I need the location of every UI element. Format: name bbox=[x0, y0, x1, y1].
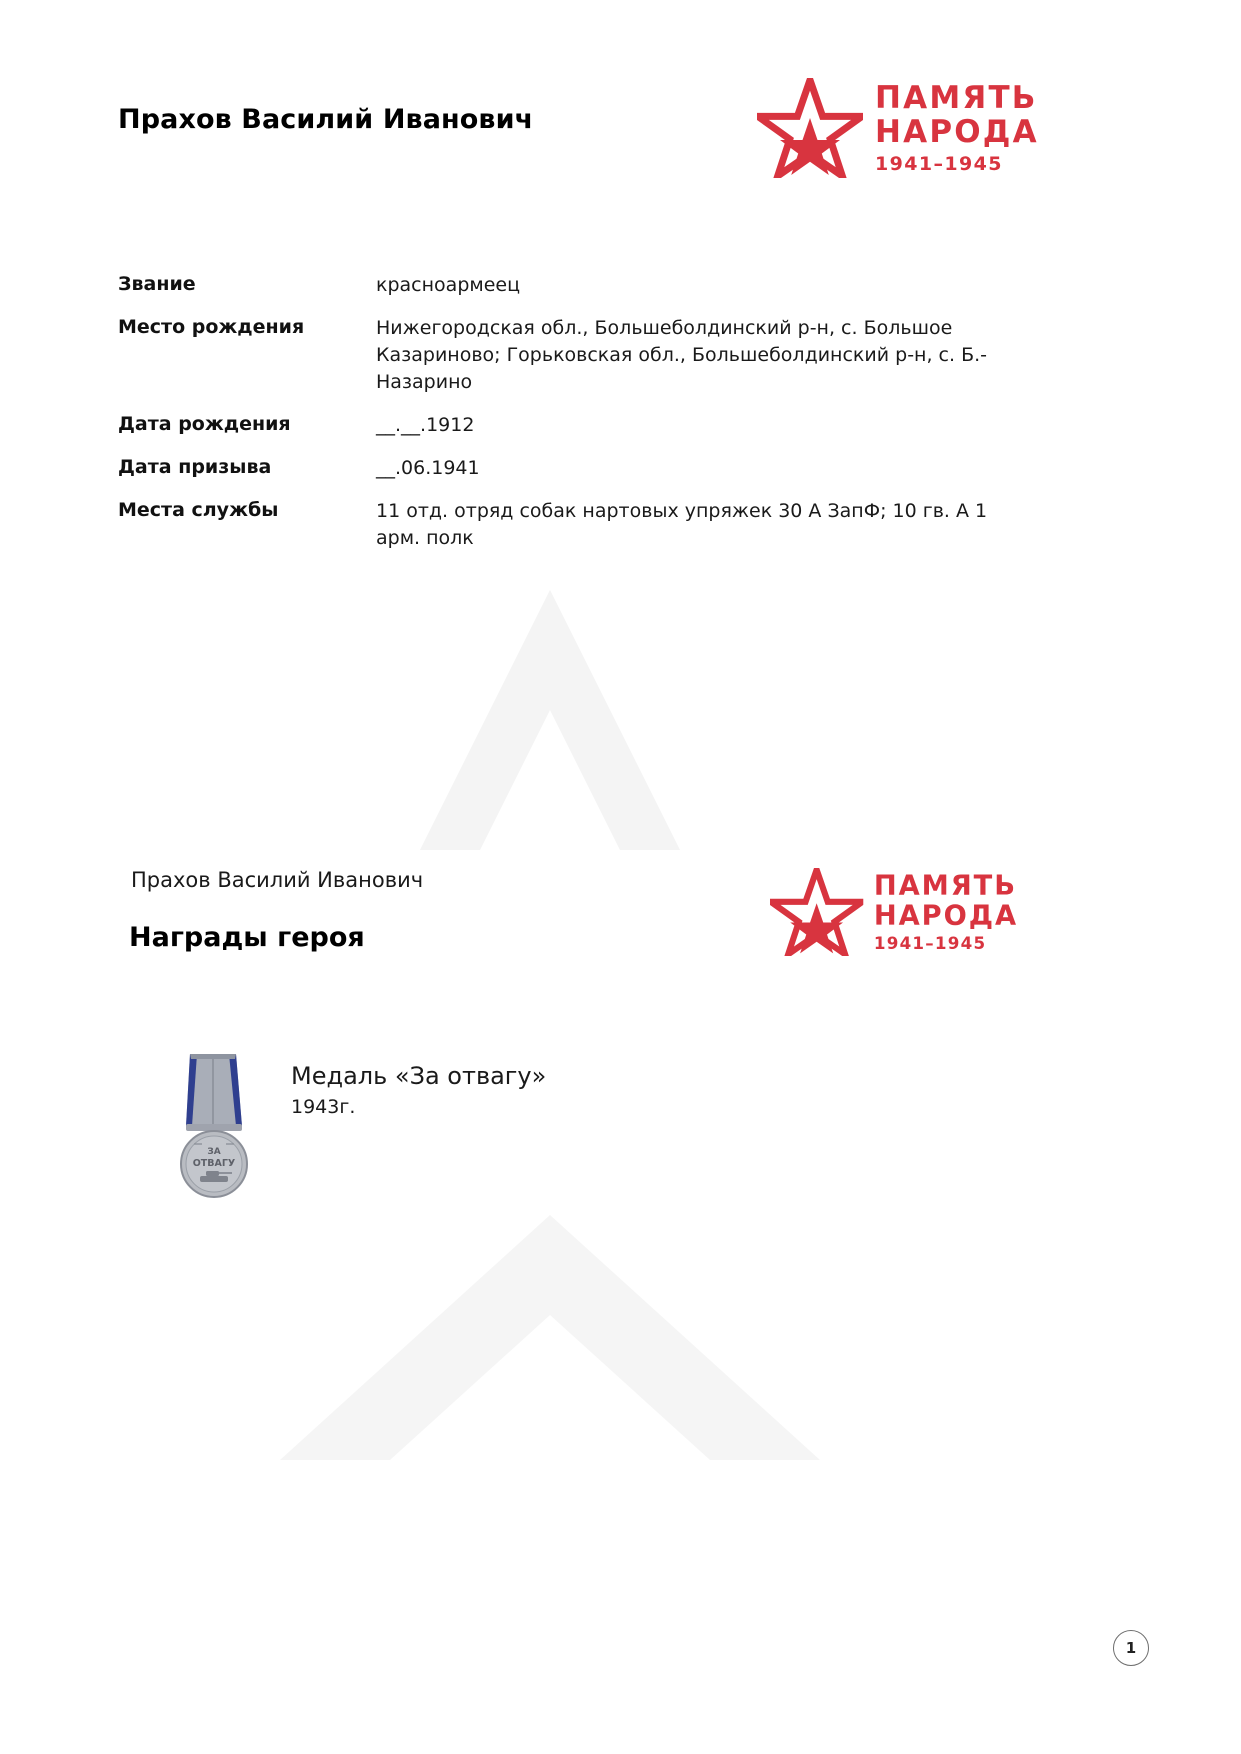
info-value-draftdate: __.06.1941 bbox=[376, 456, 480, 479]
logo-years: 1941–1945 bbox=[875, 152, 1003, 175]
info-label-draftdate: Дата призыва bbox=[118, 455, 272, 478]
logo-line-2: НАРОДА bbox=[873, 899, 1018, 931]
page-title: Прахов Василий Иванович bbox=[118, 104, 534, 135]
logo-years: 1941–1945 bbox=[873, 933, 987, 954]
info-value-birthdate: __.__.1912 bbox=[376, 413, 475, 436]
watermark-chevron-top bbox=[420, 590, 680, 850]
soldier-info-table bbox=[118, 272, 1118, 568]
logo-line-1: ПАМЯТЬ bbox=[873, 869, 1017, 902]
medal-za-otvagu-icon bbox=[170, 1052, 256, 1202]
svg-text:ОТВАГУ: ОТВАГУ bbox=[192, 1158, 236, 1169]
logo-wordmark bbox=[873, 869, 1018, 954]
table-row bbox=[118, 272, 1118, 299]
award-details bbox=[291, 1052, 546, 1118]
watermark-chevron-bottom bbox=[280, 1215, 820, 1460]
info-label-birthplace: Место рождения bbox=[118, 315, 305, 338]
awards-person-name: Прахов Василий Иванович bbox=[131, 868, 424, 892]
award-name: Медаль «За отвагу» bbox=[291, 1062, 547, 1090]
pamyat-naroda-logo bbox=[757, 78, 1039, 178]
table-row bbox=[118, 412, 1118, 439]
info-value-rank: красноармеец bbox=[376, 274, 521, 296]
info-label-rank: Звание bbox=[118, 273, 196, 295]
award-list-item bbox=[170, 1052, 546, 1202]
info-label-serviceplaces: Места службы bbox=[118, 498, 279, 521]
table-row bbox=[118, 455, 1118, 482]
page-number-badge: 1 bbox=[1113, 1630, 1149, 1666]
logo-wordmark bbox=[875, 82, 1039, 174]
logo-line-2: НАРОДА bbox=[875, 113, 1039, 150]
red-star-icon bbox=[757, 78, 863, 178]
info-label-birthdate: Дата рождения bbox=[118, 412, 291, 435]
pamyat-naroda-logo-secondary bbox=[770, 868, 1018, 956]
table-row bbox=[118, 315, 1118, 396]
awards-section-title: Награды героя bbox=[129, 922, 365, 953]
logo-line-1: ПАМЯТЬ bbox=[875, 80, 1038, 117]
info-value-birthplace: Нижегородская обл., Большеболдинский р-н, с. Большое Казариново; Горьковская обл., Большеболдинский р-н, с. Б.-Назарино bbox=[376, 316, 988, 393]
table-row bbox=[118, 498, 1118, 552]
red-star-icon bbox=[770, 868, 863, 956]
award-year: 1943г. bbox=[291, 1096, 356, 1118]
svg-text:ЗА: ЗА bbox=[207, 1147, 221, 1157]
info-value-serviceplaces: 11 отд. отряд собак нартовых упряжек 30 А ЗапФ; 10 гв. А 1 арм. полк bbox=[376, 499, 988, 549]
